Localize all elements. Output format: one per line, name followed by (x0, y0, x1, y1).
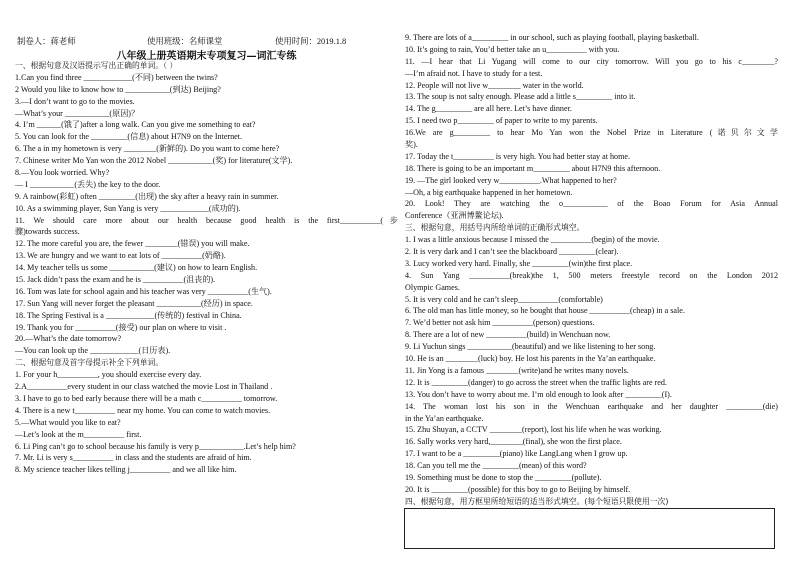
question-line: — I ___________(丢失) the key to the door. (15, 179, 161, 189)
question-line: 11. Jin Yong is a famous ________(write)and he writes many novels. (405, 365, 629, 375)
question-line: 16. Sally works very hard,________(final), she won the first place. (405, 437, 622, 447)
question-line: 19. Thank you for __________(接受) our plan on where to visit . (15, 322, 227, 332)
question-line: 10. He is an ________(luck) boy. He lost his parents in the Ya’an earthquake. (405, 354, 656, 364)
question-line: 17. Sun Yang will never forget the pleasant ___________(经历) in space. (15, 298, 253, 308)
question-line: 5. You can look for the _________(信息) about H7N9 on the Internet. (15, 132, 243, 142)
question-line: Conference（亚洲博鳌论坛). (405, 211, 504, 221)
question-line: 8.—You look worried. Why? (15, 168, 110, 178)
question-line: —Oh, a big earthquake happened in her hometown. (405, 187, 573, 197)
question-line: 4. I’m ______(饿了)after a long walk. Can you give me something to eat? (15, 120, 256, 130)
question-line: 3. I have to go to bed early because there will be a math c__________ tomorrow. (15, 393, 278, 403)
question-line: 16. Tom was late for school again and his teacher was very __________(生气). (15, 286, 272, 296)
question-line: 6. The old man has little money, so he bought that house __________(cheap) in a sale. (405, 306, 685, 316)
question-line: 16.We are g_________ to hear Mo Yan won the Nobel Prize in Literature (诺贝尔文学 (405, 128, 778, 138)
question-line: —What’s your ___________(原因)？ (15, 108, 140, 118)
question-line: 奖). (405, 140, 418, 150)
question-line: 5.—What would you like to eat? (15, 417, 121, 427)
question-line: 12. The more careful you are, the fewer ________(错误) you will make. (15, 239, 250, 249)
question-line: 13. The soup is not salty enough. Please add a little s_________ into it. (405, 92, 636, 102)
page-title: 八年级上册英语期末专项复习—词汇专练 (116, 51, 297, 62)
question-line: 18. There is going to be an important m_________ about H7N9 this afternoon. (405, 163, 661, 173)
question-line: 19. —The girl looked very w__________.What happened to her? (405, 175, 617, 185)
question-line: 13. You don’t have to worry about me. I’m old enough to look after _________(I). (405, 389, 672, 399)
question-line: 14. My teacher tells us some ___________(建议) on how to learn English. (15, 263, 258, 273)
question-line: 8. There are a lot of new __________(build) in Wenchuan now. (405, 330, 611, 340)
question-line: 3. Lucy worked very hard. Finally, she _________(win)the first place. (405, 258, 633, 268)
question-line: 骤)towards success. (15, 227, 80, 237)
question-line: 12. People will not live w________ water in the world. (405, 80, 584, 90)
section-heading: 一、根据句意及汉语提示写出正确的单词。（ ） (15, 61, 178, 70)
question-line: 6. Li Ping can’t go to school because his family is very p___________.Let’s help him? (15, 441, 296, 451)
question-line: —You can look up the ____________(日历表). (15, 346, 171, 356)
question-line: 2 Would you like to know how to ___________(到达) Beijing? (15, 84, 221, 94)
question-line: 9. A rainbow(彩虹) often _________(出现) the sky after a heavy rain in summer. (15, 191, 279, 201)
section-heading: 四、根据句意，用方框里所给短语的适当形式填空。(每个短语只限使用一次) (405, 496, 669, 506)
phrase-box (404, 508, 775, 549)
question-line: 9. There are lots of a_________ in our school, such as playing football, playing basketball. (405, 33, 699, 42)
question-line: 11. —I hear that Li Yugang will come to our city tomorrow. Will you go to his c________? (405, 56, 778, 66)
question-line: 8. My science teacher likes telling j__________ and we all like him. (15, 465, 237, 475)
right-question-list (405, 32, 778, 508)
time-label: 使用时间：2019.1.8 (275, 37, 347, 46)
question-line: 12. It is _________(danger) to go across the street when the traffic lights are red. (405, 377, 667, 387)
left-question-list (15, 60, 398, 476)
question-line: 10. As a swimming player, Sun Yang is very ____________(成功的). (15, 203, 241, 213)
question-line: 2.A__________every student in our class watched the movie Lost in Thailand . (15, 382, 273, 392)
question-line: 18. Can you tell me the _________(mean) of this word? (405, 461, 587, 471)
question-line: 17. Today the t__________ is very high. You had better stay at home. (405, 151, 630, 161)
question-line: 4. There is a new t__________ near my home. You can come to watch movies. (15, 405, 271, 415)
question-line: 10. It’s going to rain, You’d better take an u__________ with you. (405, 44, 620, 54)
question-line: 14. The woman lost his son in the Wenchuan earthquake and her daughter _________(die) (405, 401, 778, 411)
question-line: 1.Can you find three ____________(不同) between the twins? (15, 72, 218, 82)
question-line: 15. Zhu Shuyan, a CCTV ________(report), lost his life when he was working. (405, 425, 662, 435)
question-line: 7. We’d better not ask him __________(person) questions. (405, 318, 595, 328)
question-line: 7. Chinese writer Mo Yan won the 2012 Nobel ___________(奖) for literature(文学). (15, 156, 293, 166)
author-label: 制卷人：蒋老师 (17, 37, 76, 46)
question-line: 11. We should care more about our health because good health is the first__________(步 (15, 215, 398, 225)
question-line: 7. Mr. Li is very s__________ in class and the students are afraid of him. (15, 453, 252, 463)
worksheet-header (17, 35, 392, 47)
question-line: in the Ya’an earthquake. (405, 413, 484, 423)
question-line: 3.—I don’t want to go to the movies. (15, 96, 135, 106)
question-line: 14. The g_________ are all here. Let’s have dinner. (405, 104, 572, 114)
question-line: 20.—What’s the date tomorrow? (15, 334, 122, 344)
section-heading: 二、根据句意及首字母提示补全下列单词。 (15, 358, 164, 368)
question-line: 15. Jack didn’t pass the exam and he is __________(沮丧的). (15, 275, 216, 285)
question-line: 19. Something must be done to stop the _________(pollute). (405, 472, 602, 482)
question-line: 4. Sun Yang __________(break)the 1, 500 meters freestyle record on the London 2012 (405, 270, 778, 280)
question-line: 15. I need two p_________ of paper to write to my parents. (405, 116, 598, 126)
question-line: 1. I was a little anxious because I missed the __________(begin) of the movie. (405, 235, 660, 245)
class-label: 使用班级：名师课堂 (147, 37, 223, 46)
section-heading: 三、根据句意，用括号内所给单词的正确形式填空。 (405, 223, 585, 233)
question-line: 13. We are hungry and we want to eat lots of __________(奶酪). (15, 251, 226, 261)
question-line: Olympic Games. (405, 282, 460, 292)
question-line: 20. Look! They are watching the o___________ of the Boao Forum for Asia Annual (405, 199, 778, 209)
question-line: —Let’s look at the m__________ first. (15, 429, 142, 439)
question-line: 1. For your h__________, you should exercise every day. (15, 370, 202, 380)
question-line: 9. Li Yuchun sings ___________(beautiful) and we like listening to her song. (405, 342, 656, 352)
question-line: 20. It is _________(possible) for this boy to go to Beijing by himself. (405, 484, 631, 494)
question-line: —I’m afraid not. I have to study for a test. (405, 68, 543, 78)
question-line: 6. The a in my hometown is very ________(新鲜的). Do you want to come here? (15, 144, 280, 154)
question-line: 18. The Spring Festival is a ____________(传统的) festival in China. (15, 310, 242, 320)
question-line: 5. It is very cold and he can’t sleep__________(comfortable) (405, 294, 603, 304)
question-line: 2. It is very dark and I can’t see the blackboard _________(clear). (405, 247, 619, 257)
question-line: 17. I want to be a _________(piano) like LangLang when I grow up. (405, 449, 628, 459)
